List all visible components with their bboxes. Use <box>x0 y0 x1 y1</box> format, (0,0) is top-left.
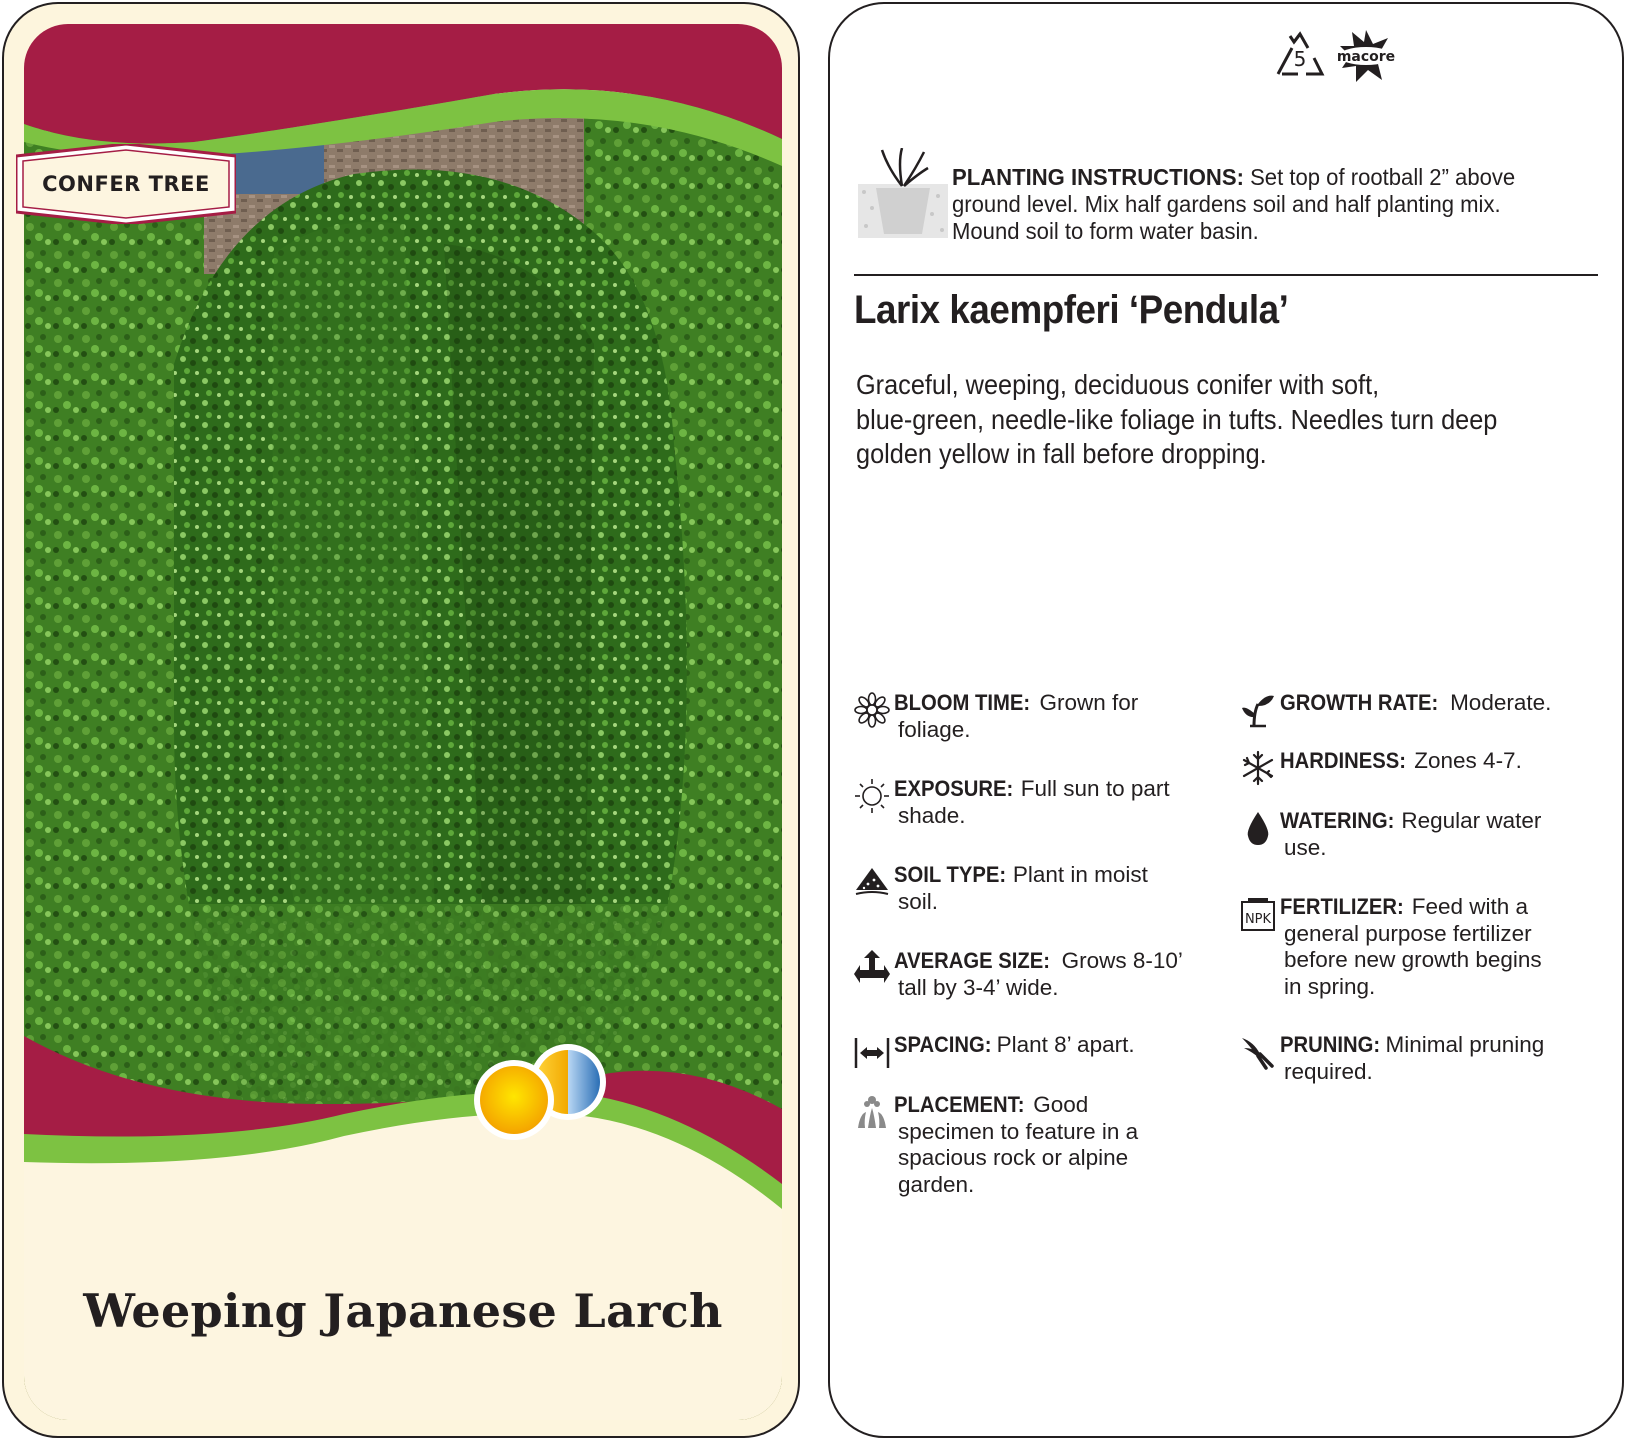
svg-text:macore: macore <box>1336 49 1396 65</box>
flower-icon <box>854 692 890 728</box>
sun-icon <box>854 778 890 814</box>
plant-pot-icon <box>858 148 950 244</box>
spacing-icon <box>854 1034 890 1070</box>
category-tag: CONFER TREE <box>42 172 210 196</box>
soil-pile-icon <box>854 864 890 900</box>
svg-text:NPK: NPK <box>1244 912 1272 927</box>
sprout-icon <box>1240 692 1276 728</box>
botanical-name: Larix kaempferi ‘Pendula’ <box>854 288 1289 332</box>
water-drop-icon <box>1240 810 1276 846</box>
front-inner-panel <box>24 24 782 1420</box>
exposure-badges <box>472 1042 612 1142</box>
recycle-number: 5 <box>1293 47 1307 71</box>
pruning-shears-icon <box>1240 1034 1276 1070</box>
fertilizer-bag-icon <box>1240 896 1276 932</box>
planting-instructions <box>858 148 1598 248</box>
full-sun-icon <box>474 1060 554 1140</box>
plant-description: Graceful, weeping, deciduous conifer with soft, blue-green, needle-like foliage in tufts. Needles turn deep golden yellow in fall before dropping. <box>856 369 1498 469</box>
plants-placement-icon <box>854 1094 890 1130</box>
size-arrows-icon <box>854 950 890 986</box>
photo-weeping-larch <box>24 24 782 1420</box>
macore-logo <box>1337 30 1395 82</box>
common-name: Weeping Japanese Larch <box>83 1284 723 1338</box>
divider-rule <box>854 274 1598 276</box>
snowflake-icon <box>1240 750 1276 786</box>
recycle-icon <box>1278 34 1322 74</box>
recycle-logo-group <box>1270 28 1410 88</box>
front-card <box>2 2 800 1438</box>
planting-text: PLANTING INSTRUCTIONS: Set top of rootball 2” above ground level. Mix half gardens soil and half planting mix. Mound soil to form water basin. <box>952 164 1516 244</box>
